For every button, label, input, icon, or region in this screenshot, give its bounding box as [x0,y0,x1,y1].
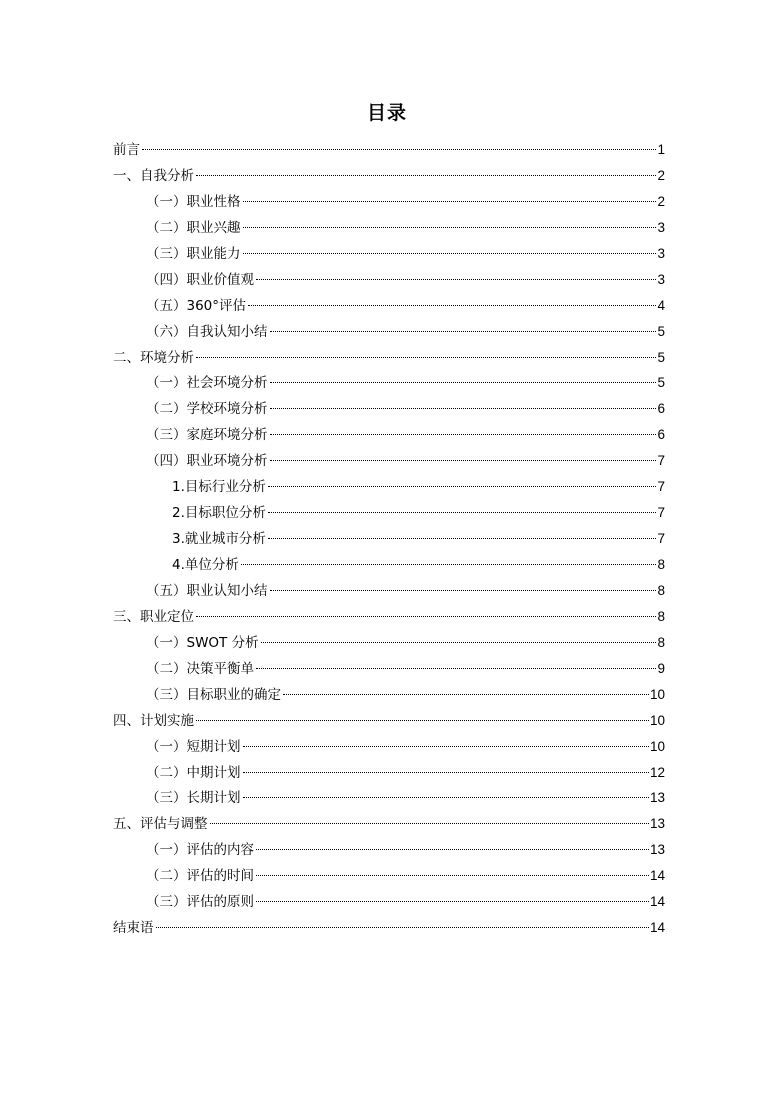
toc-dot-leader [196,720,649,721]
toc-page-number: 14 [649,894,665,910]
toc-page-number: 13 [649,842,665,858]
toc-entry-short-term-plan[interactable] [113,735,665,761]
toc-entry-label: 4.单位分析 [172,557,239,573]
toc-dot-leader [243,746,649,747]
toc-page-number: 7 [657,453,665,469]
toc-entry-label: 二、环境分析 [113,349,194,366]
toc-dot-leader [196,175,656,176]
toc-dot-leader [256,901,649,902]
toc-dot-leader [270,408,657,409]
toc-page-number: 2 [657,193,665,209]
toc-page-number: 8 [657,634,665,650]
toc-entry-self-analysis[interactable] [113,164,665,190]
toc-page-number: 13 [649,790,665,806]
toc-page-number: 2 [657,167,665,183]
toc-entry-career-positioning[interactable] [113,605,665,631]
toc-dot-leader [270,590,657,591]
toc-page-number: 8 [657,608,665,624]
toc-dot-leader [243,227,657,228]
toc-entry-assessment-content[interactable] [113,838,665,864]
toc-dot-leader [270,331,657,332]
toc-dot-leader [210,823,649,824]
toc-entry-employer-analysis[interactable] [113,553,665,579]
toc-dot-leader [243,201,657,202]
toc-entry-label: （三）家庭环境分析 [146,427,268,444]
toc-entry-target-industry[interactable] [113,475,665,501]
toc-entry-employment-city[interactable] [113,527,665,553]
toc-entry-environment-analysis[interactable] [113,346,665,372]
toc-entry-label: （二）评估的时间 [146,868,254,885]
toc-dot-leader [256,875,649,876]
toc-dot-leader [270,382,657,383]
toc-entry-career-values[interactable] [113,268,665,294]
toc-page-number: 5 [657,375,665,391]
toc-dot-leader [196,357,656,358]
toc-page-number: 5 [657,349,665,365]
toc-page-number: 8 [657,582,665,598]
toc-entry-label: 3.就业城市分析 [172,531,266,548]
toc-list [113,138,665,942]
toc-page-number: 6 [657,427,665,443]
toc-dot-leader [243,772,649,773]
toc-page-number: 9 [657,660,665,676]
toc-entry-assessment-adjustment[interactable] [113,812,665,838]
toc-page-number: 1 [657,142,665,157]
toc-entry-career-ability[interactable] [113,242,665,268]
toc-entry-label: （二）中期计划 [146,764,241,781]
toc-dot-leader [270,434,657,435]
toc-entry-label: （三）评估的原则 [146,894,254,911]
toc-entry-target-position[interactable] [113,501,665,527]
toc-entry-conclusion[interactable] [113,916,665,942]
toc-dot-leader [283,694,649,695]
toc-dot-leader [261,642,657,643]
toc-page-number: 14 [649,868,665,884]
toc-dot-leader [248,305,656,306]
toc-entry-label: 1.目标行业分析 [172,479,266,496]
toc-page-number: 3 [657,219,665,235]
toc-page-number: 5 [657,323,665,339]
toc-entry-label: （一）SWOT 分析 [146,634,259,651]
toc-entry-label: （三）职业能力 [146,245,241,262]
toc-entry-preface[interactable] [113,138,665,164]
toc-page-number: 8 [657,557,665,572]
toc-page-number: 7 [657,531,665,547]
toc-entry-plan-implementation[interactable] [113,709,665,735]
toc-dot-leader [241,564,657,565]
toc-page-number: 3 [657,271,665,287]
toc-page-number: 7 [657,505,665,521]
toc-dot-leader [256,668,656,669]
toc-entry-assessment-principles[interactable] [113,890,665,916]
toc-entry-label: （六）自我认知小结 [146,323,268,340]
toc-entry-assessment-time[interactable] [113,864,665,890]
toc-entry-label: （一）短期计划 [146,738,241,755]
toc-entry-target-career-determination[interactable] [113,683,665,709]
toc-entry-label: （四）职业环境分析 [146,453,268,470]
toc-page-number: 13 [649,816,665,832]
toc-entry-label: （一）评估的内容 [146,842,254,859]
toc-entry-family-environment[interactable] [113,423,665,449]
toc-entry-mid-term-plan[interactable] [113,761,665,787]
toc-entry-label: （五）职业认知小结 [146,582,268,599]
toc-entry-career-environment[interactable] [113,449,665,475]
toc-entry-swot-analysis[interactable] [113,631,665,657]
toc-entry-label: 五、评估与调整 [113,816,208,833]
toc-dot-leader [156,927,649,928]
toc-dot-leader [268,512,657,513]
toc-entry-career-cognition-summary[interactable] [113,579,665,605]
toc-entry-label: （二）决策平衡单 [146,660,254,677]
toc-page-number: 10 [649,712,665,728]
toc-entry-label: （五）360°评估 [146,297,247,314]
toc-entry-label: 2.目标职位分析 [172,505,266,522]
toc-dot-leader [243,253,657,254]
toc-page-number: 6 [657,401,665,417]
toc-page-number: 7 [657,479,665,495]
toc-entry-label: 前言 [113,142,140,158]
toc-title: 目录 [366,102,407,124]
toc-entry-label: （二）学校环境分析 [146,401,268,418]
toc-dot-leader [256,849,649,850]
toc-dot-leader [256,279,656,280]
toc-entry-label: （二）职业兴趣 [146,219,241,236]
toc-entry-school-environment[interactable] [113,397,665,423]
toc-entry-long-term-plan[interactable] [113,786,665,812]
toc-page-number: 14 [649,920,665,936]
toc-entry-label: （一）职业性格 [146,193,241,210]
toc-page-number: 10 [649,738,665,754]
toc-entry-label: 结束语 [113,920,154,937]
toc-dot-leader [268,538,657,539]
toc-entry-label: 四、计划实施 [113,712,194,729]
toc-entry-label: （三）长期计划 [146,790,241,807]
toc-page-number: 12 [649,764,665,780]
toc-entry-360-assessment[interactable] [113,294,665,320]
toc-dot-leader [243,797,649,798]
toc-entry-decision-balance-sheet[interactable] [113,657,665,683]
toc-dot-leader [268,486,657,487]
toc-entry-social-environment[interactable] [113,371,665,397]
toc-page-number: 4 [657,297,665,313]
toc-entry-label: （一）社会环境分析 [146,375,268,392]
toc-entry-career-interest[interactable] [113,216,665,242]
toc-entry-career-personality[interactable] [113,190,665,216]
toc-dot-leader [196,616,656,617]
toc-dot-leader [270,460,657,461]
toc-entry-label: 一、自我分析 [113,167,194,184]
toc-entry-label: 三、职业定位 [113,608,194,625]
toc-entry-label: （三）目标职业的确定 [146,686,281,703]
toc-dot-leader [142,149,656,150]
toc-entry-label: （四）职业价值观 [146,271,254,288]
toc-page-number: 10 [649,686,665,702]
toc-page-number: 3 [657,245,665,261]
toc-entry-self-cognition-summary[interactable] [113,320,665,346]
